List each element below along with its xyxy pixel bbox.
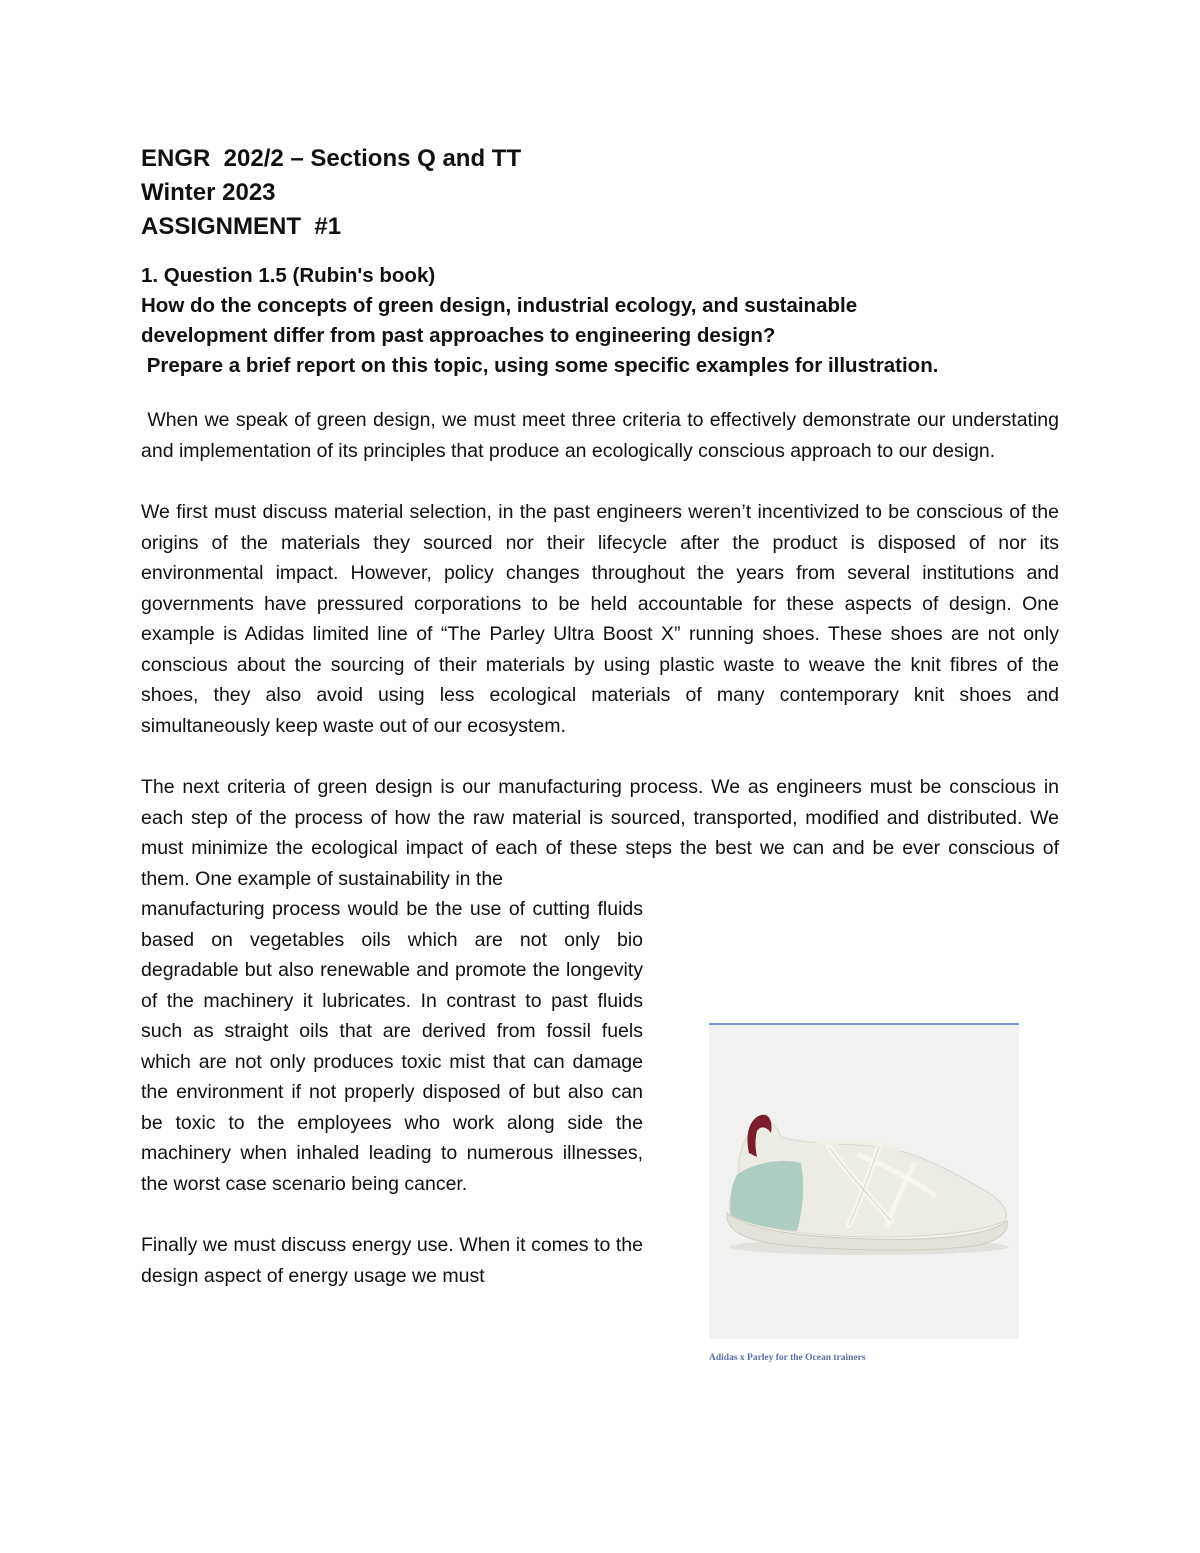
paragraph-manufacturing: The next criteria of green design is our manufacturing process. We as engineers must be conscious in each step of the process of how the raw material is sourced, transported, modified and distributed. We must minimize the ecological impact of each of these steps the best we can and be ever conscious of them. One example of sustainability in the [141,776,1059,890]
document-header [141,142,1059,244]
assignment-title: ASSIGNMENT #1 [141,213,342,240]
question-line-3: Prepare a brief report on this topic, using some specific examples for illustration. [141,354,939,377]
paragraph-energy-use: Finally we must discuss energy use. When it comes to the design aspect of energy usage we must [141,1234,643,1287]
running-shoe-icon [709,1025,1019,1339]
term-title: Winter 2023 [141,179,276,206]
question-block [141,261,1059,381]
shoe-figure [709,1023,1019,1363]
paragraph-intro: When we speak of green design, we must meet three criteria to effectively demonstrate our understating and implementation of its principles that produce an ecologically conscious approach to our design. [141,409,1065,462]
question-line-2: development differ from past approaches to engineering design? [141,324,776,347]
shoe-photo [709,1025,1019,1339]
paragraph-material-selection: We first must discuss material selection, in the past engineers weren’t incentivized to be conscious of the origins of the materials they sourced nor their lifecycle after the product is disposed of nor its environmental impact. However, policy changes throughout the years from several institutions and governments have pressured corporations to be held accountable for these aspects of design. One example is Adidas limited line of “The Parley Ultra Boost X” running shoes. These shoes are not only conscious about the sourcing of their materials by using plastic waste to weave the knit fibres of the shoes, they also avoid using less ecological materials of many contemporary knit shoes and simultaneously keep waste out of our ecosystem. [141,501,1059,737]
course-title: ENGR 202/2 – Sections Q and TT [141,145,522,172]
question-number: 1. Question 1.5 (Rubin's book) [141,264,436,287]
figure-caption: Adidas x Parley for the Ocean trainers [709,1353,866,1363]
paragraph-manufacturing-continued: manufacturing process would be the use of cutting fluids based on vegetables oils which are not only bio degradable but also renewable and promote the longevity of the machinery it lubricates. In contrast to past fluids such as straight oils that are derived from fossil fuels which are not only produces toxic mist that can damage the environment if not properly disposed of but also can be toxic to the employees who work along side the machinery when inhaled leading to numerous illnesses, the worst case scenario being cancer. [141,898,643,1195]
question-line-1: How do the concepts of green design, industrial ecology, and sustainable [141,294,858,317]
